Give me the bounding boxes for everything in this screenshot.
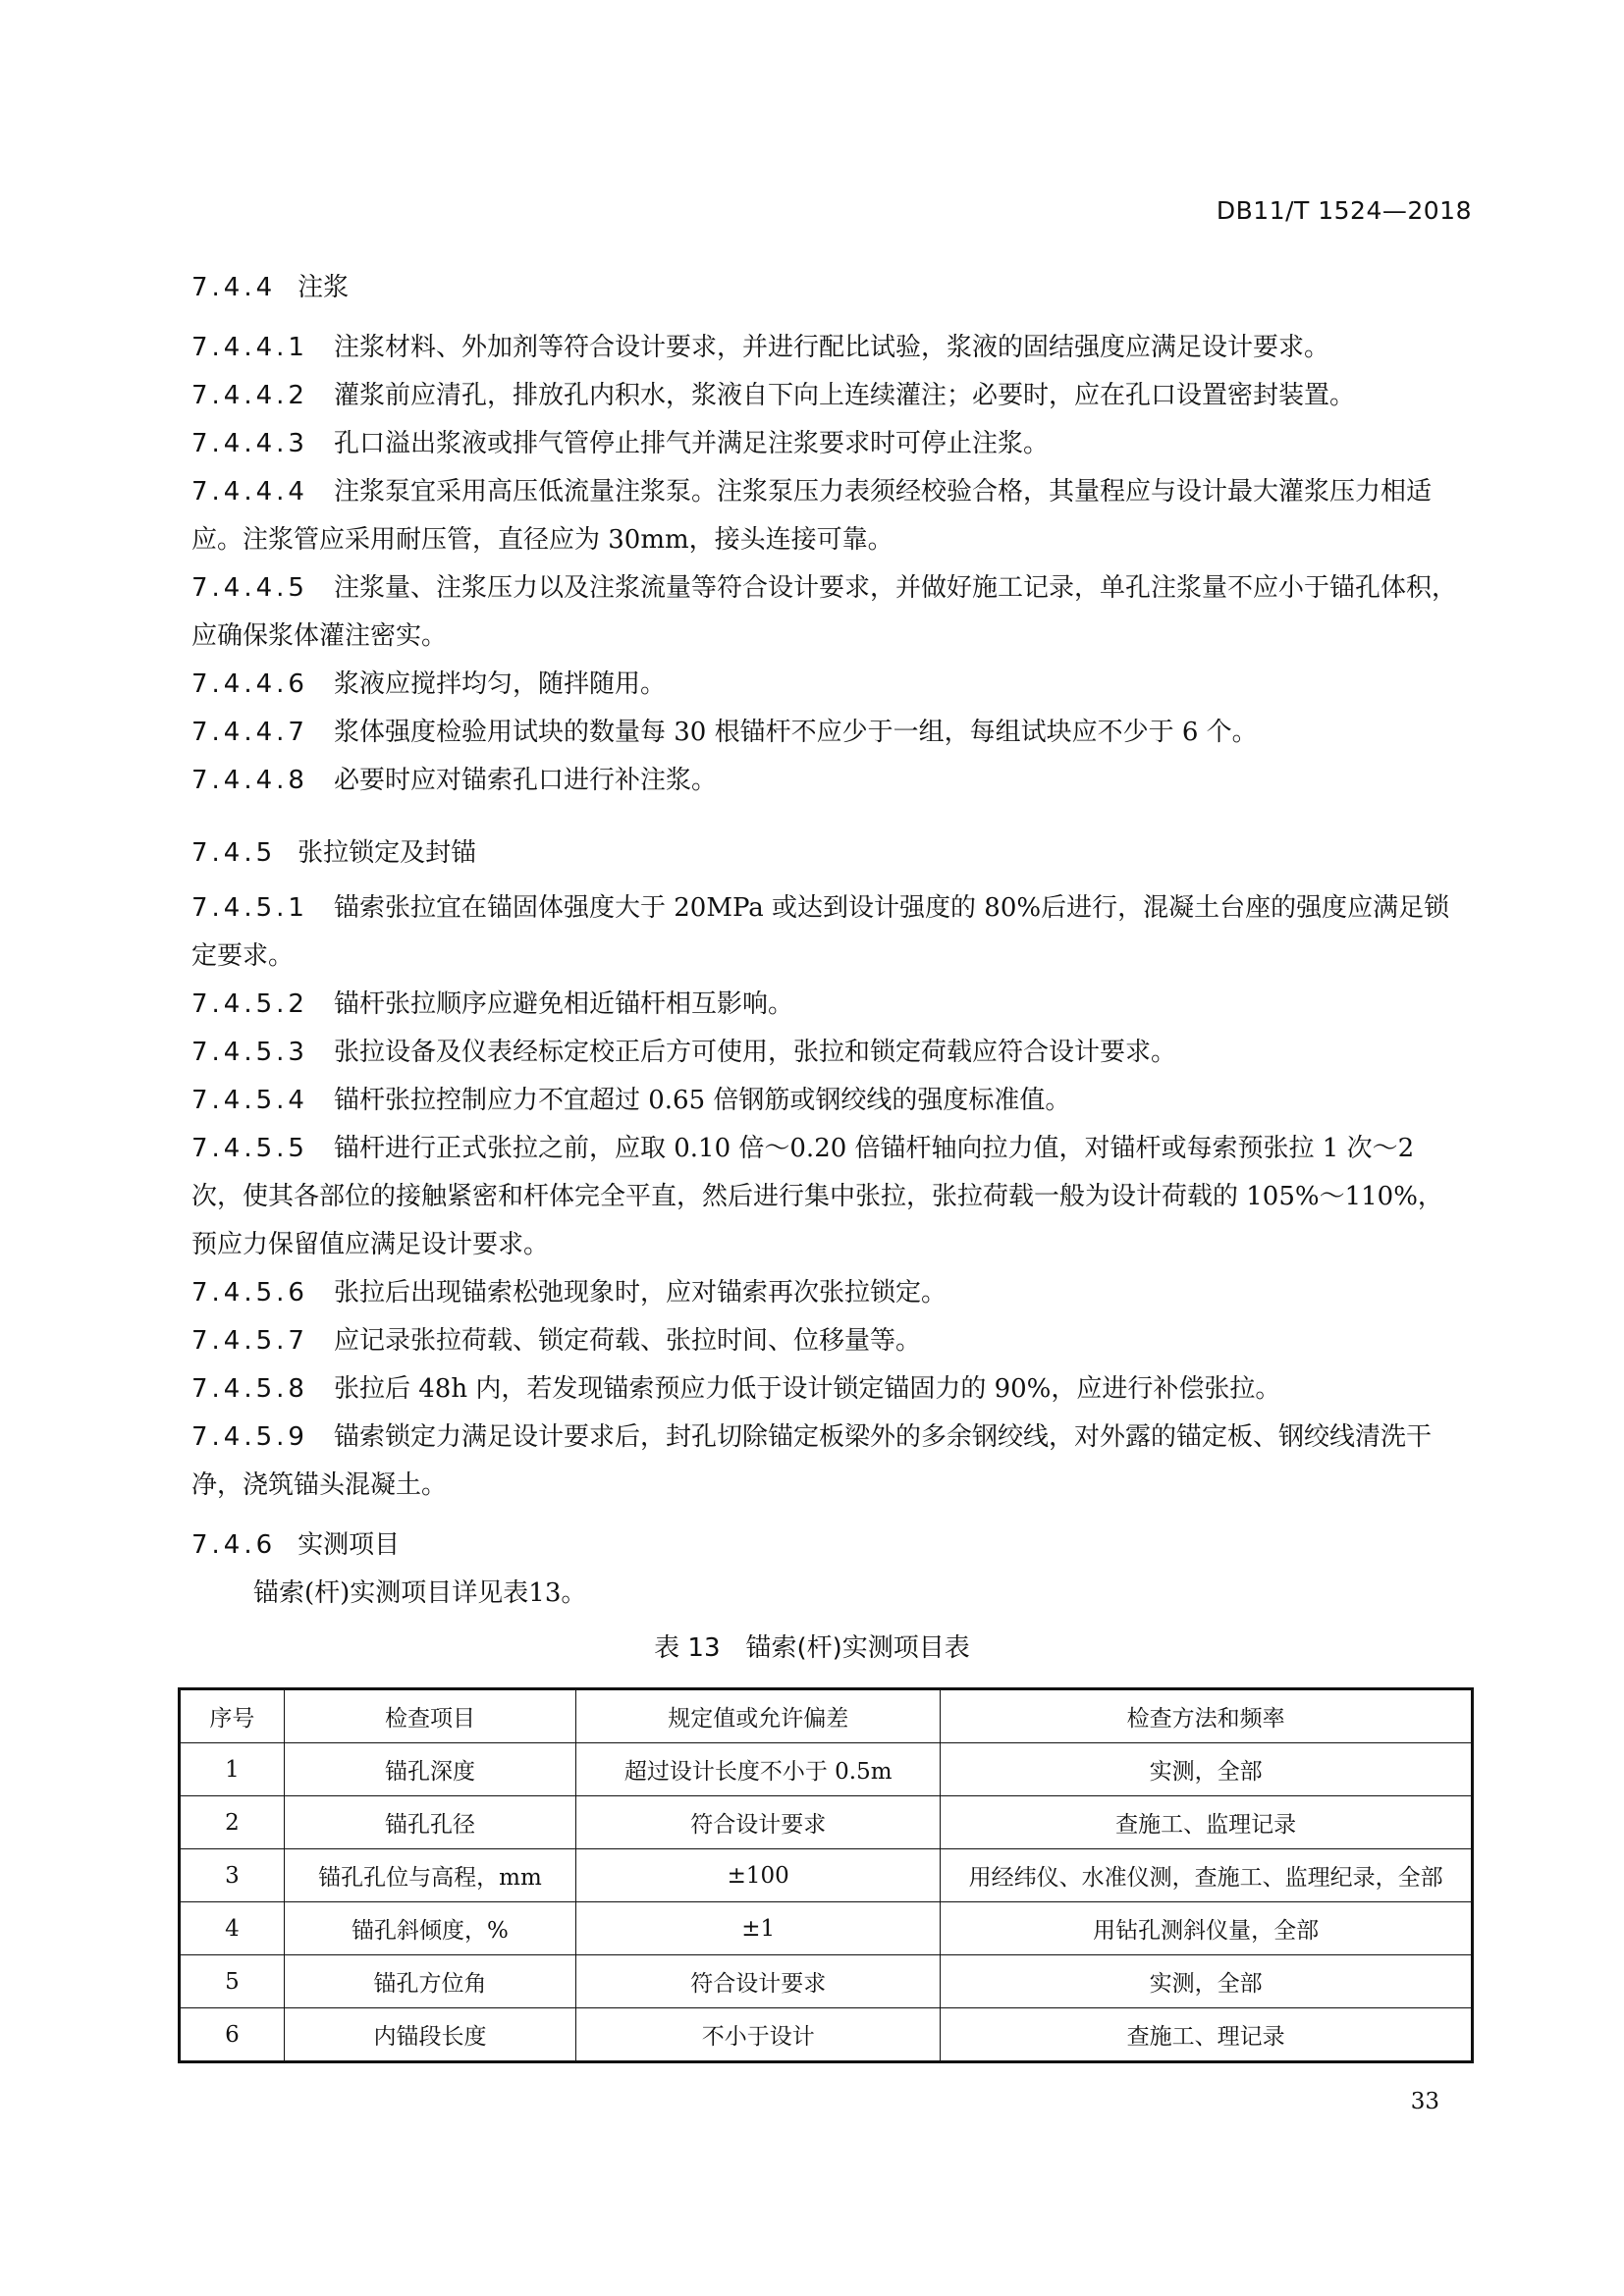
clause-7-4-4-3 xyxy=(191,420,1468,468)
clause-7-4-4-6 xyxy=(191,661,1468,709)
section-title: 实测项目 xyxy=(298,1530,401,1560)
table-row xyxy=(180,1849,1473,1902)
clause-text: 锚杆张拉控制应力不宜超过 0.65 倍钢筋或钢绞线的强度标准值。 xyxy=(333,1086,1071,1115)
clause-text: 锚索锁定力满足设计要求后，封孔切除锚定板梁外的多余钢绞线，对外露的锚定板、钢绞线清洗干净，浇筑锚头混凝土。 xyxy=(191,1422,1432,1500)
table-caption: 表 13 锚索(杆)实测项目表 xyxy=(654,1633,970,1663)
table-cell: 实测，全部 xyxy=(941,1955,1473,2008)
table-cell: 5 xyxy=(180,1955,285,2008)
clause-7-4-4-2 xyxy=(191,372,1468,420)
clause-text: 注浆材料、外加剂等符合设计要求，并进行配比试验，浆液的固结强度应满足设计要求。 xyxy=(333,333,1329,362)
clause-text: 应记录张拉荷载、锁定荷载、张拉时间、位移量等。 xyxy=(333,1326,921,1356)
clause-number: 7.4.4.1 xyxy=(191,333,308,362)
clause-7-4-5-1 xyxy=(191,884,1468,981)
section-heading-7-4-4 xyxy=(191,267,349,303)
section-title: 注浆 xyxy=(298,273,350,302)
table-cell: 符合设计要求 xyxy=(576,1796,941,1849)
clause-7-4-4-4 xyxy=(191,468,1468,564)
clause-7-4-5-9 xyxy=(191,1414,1468,1510)
table-cell: 内锚段长度 xyxy=(284,2008,575,2062)
clause-7-4-5-7 xyxy=(191,1317,1468,1365)
clause-text: 张拉设备及仪表经标定校正后方可使用，张拉和锁定荷载应符合设计要求。 xyxy=(333,1038,1176,1067)
header-cell-method: 检查方法和频率 xyxy=(941,1689,1473,1743)
clause-number: 7.4.5.7 xyxy=(191,1326,308,1356)
clause-text: 浆液应搅拌均匀，随拌随用。 xyxy=(333,669,666,699)
clause-7-4-4-8 xyxy=(191,757,1468,805)
table-cell: ±100 xyxy=(576,1849,941,1902)
clause-text: 注浆泵宜采用高压低流量注浆泵。注浆泵压力表须经校验合格，其量程应与设计最大灌浆压力相适应。注浆管应采用耐压管，直径应为 30mm，接头连接可靠。 xyxy=(191,477,1432,555)
table-cell: 锚孔方位角 xyxy=(284,1955,575,2008)
clause-7-4-5-8 xyxy=(191,1365,1468,1414)
header-cell-tolerance: 规定值或允许偏差 xyxy=(576,1689,941,1743)
inspection-items-table xyxy=(178,1687,1474,2063)
clause-text: 锚索张拉宜在锚固体强度大于 20MPa 或达到设计强度的 80%后进行，混凝土台座的强度应满足锁定要求。 xyxy=(191,893,1450,971)
clause-number: 7.4.4.2 xyxy=(191,381,308,410)
table-row xyxy=(180,1743,1473,1796)
clause-text: 锚杆张拉顺序应避免相近锚杆相互影响。 xyxy=(333,989,793,1019)
table-cell: 3 xyxy=(180,1849,285,1902)
clause-number: 7.4.4.3 xyxy=(191,429,308,458)
clause-text: 注浆量、注浆压力以及注浆流量等符合设计要求，并做好施工记录，单孔注浆量不应小于锚孔体积，应确保浆体灌注密实。 xyxy=(191,573,1457,651)
header-cell-index: 序号 xyxy=(180,1689,285,1743)
clause-7-4-5-6 xyxy=(191,1269,1468,1317)
clause-number: 7.4.5.9 xyxy=(191,1422,308,1452)
table-cell: 锚孔斜倾度，% xyxy=(284,1902,575,1955)
clause-7-4-4-1 xyxy=(191,324,1468,372)
clause-number: 7.4.5.4 xyxy=(191,1086,308,1115)
clause-7-4-4-7 xyxy=(191,709,1468,757)
page-number: 33 xyxy=(1410,2089,1439,2114)
clause-text: 必要时应对锚索孔口进行补注浆。 xyxy=(333,766,717,795)
clause-7-4-5-3 xyxy=(191,1029,1468,1077)
table-cell: 符合设计要求 xyxy=(576,1955,941,2008)
clause-7-4-5-4 xyxy=(191,1077,1468,1125)
clause-text: 张拉后出现锚索松弛现象时，应对锚索再次张拉锁定。 xyxy=(333,1278,947,1308)
section-heading-7-4-5 xyxy=(191,832,476,869)
section-heading-7-4-6 xyxy=(191,1524,400,1561)
clause-text: 张拉后 48h 内，若发现锚索预应力低于设计锁定锚固力的 90%，应进行补偿张拉。 xyxy=(333,1374,1281,1404)
clause-number: 7.4.5.2 xyxy=(191,989,308,1019)
table-cell: 2 xyxy=(180,1796,285,1849)
table-header-row xyxy=(180,1689,1473,1743)
table-row xyxy=(180,2008,1473,2062)
table-cell: 锚孔深度 xyxy=(284,1743,575,1796)
table-cell: 4 xyxy=(180,1902,285,1955)
clause-number: 7.4.5.3 xyxy=(191,1038,308,1067)
clause-number: 7.4.4.8 xyxy=(191,766,308,795)
clause-number: 7.4.5.8 xyxy=(191,1374,308,1404)
clause-number: 7.4.4.7 xyxy=(191,718,308,747)
clause-7-4-5-5 xyxy=(191,1125,1468,1269)
table-cell: 实测，全部 xyxy=(941,1743,1473,1796)
section-title: 张拉锁定及封锚 xyxy=(298,838,477,868)
clause-text: 孔口溢出浆液或排气管停止排气并满足注浆要求时可停止注浆。 xyxy=(333,429,1049,458)
section-number: 7.4.5 xyxy=(191,838,277,868)
document-code: DB11/T 1524—2018 xyxy=(1216,196,1472,225)
table-cell: 锚孔孔位与高程，mm xyxy=(284,1849,575,1902)
clause-number: 7.4.4.6 xyxy=(191,669,308,699)
section-number: 7.4.4 xyxy=(191,273,277,302)
clause-number: 7.4.5.1 xyxy=(191,893,308,923)
table-cell: 不小于设计 xyxy=(576,2008,941,2062)
table-cell: 用钻孔测斜仪量，全部 xyxy=(941,1902,1473,1955)
clause-text: 浆体强度检验用试块的数量每 30 根锚杆不应少于一组，每组试块应不少于 6 个。 xyxy=(333,718,1258,747)
table-row xyxy=(180,1796,1473,1849)
header-cell-item: 检查项目 xyxy=(284,1689,575,1743)
table-reference-paragraph: 锚索(杆)实测项目详见表13。 xyxy=(253,1578,587,1608)
clause-number: 7.4.5.6 xyxy=(191,1278,308,1308)
clause-number: 7.4.5.5 xyxy=(191,1134,308,1163)
table-cell: ±1 xyxy=(576,1902,941,1955)
table-cell: 查施工、监理记录 xyxy=(941,1796,1473,1849)
clause-text: 锚杆进行正式张拉之前，应取 0.10 倍～0.20 倍锚杆轴向拉力值，对锚杆或每索预张拉 1 次～2 次，使其各部位的接触紧密和杆体完全平直，然后进行集中张拉，张拉荷载一般为设计荷载的 105%～110%，预应力保留值应满足设计要求。 xyxy=(191,1134,1443,1259)
table-cell: 1 xyxy=(180,1743,285,1796)
section-number: 7.4.6 xyxy=(191,1530,277,1560)
clause-number: 7.4.4.5 xyxy=(191,573,308,603)
table-row xyxy=(180,1955,1473,2008)
table-cell: 查施工、理记录 xyxy=(941,2008,1473,2062)
table-row xyxy=(180,1902,1473,1955)
clause-7-4-4-5 xyxy=(191,564,1468,661)
table-cell: 锚孔孔径 xyxy=(284,1796,575,1849)
table-cell: 用经纬仪、水准仪测，查施工、监理纪录，全部 xyxy=(941,1849,1473,1902)
table-cell: 6 xyxy=(180,2008,285,2062)
table-cell: 超过设计长度不小于 0.5m xyxy=(576,1743,941,1796)
clause-number: 7.4.4.4 xyxy=(191,477,308,507)
clause-7-4-5-2 xyxy=(191,981,1468,1029)
clause-text: 灌浆前应清孔，排放孔内积水，浆液自下向上连续灌注；必要时，应在孔口设置密封装置。 xyxy=(333,381,1355,410)
